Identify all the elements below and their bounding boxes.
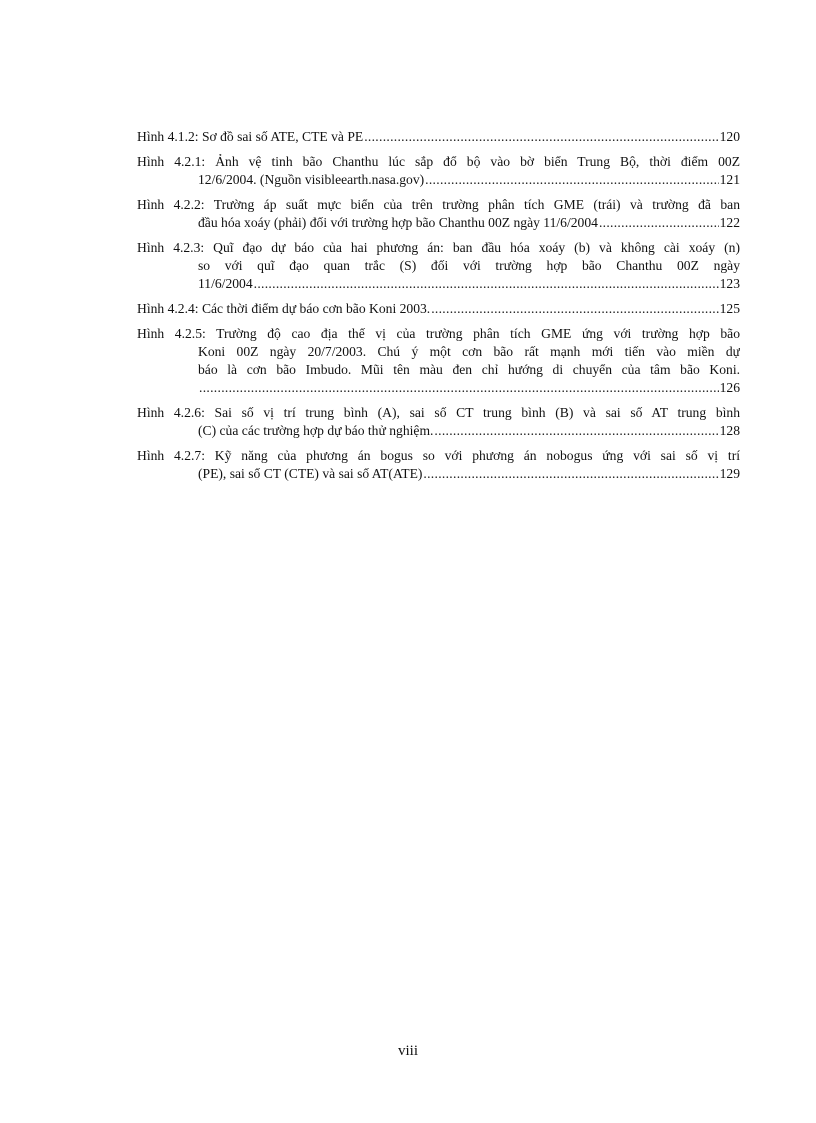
toc-page-number: 128	[719, 423, 740, 438]
toc-entry	[137, 196, 740, 232]
toc-entry-text: (PE), sai số CT (CTE) và sai số AT(ATE)	[198, 466, 423, 481]
toc-entry-text: đầu hóa xoáy (phải) đối với trường hợp bão Chanthu 00Z ngày 11/6/2004	[198, 215, 598, 230]
toc-entry-line: Koni 00Z ngày 20/7/2003. Chú ý một cơn bão rất mạnh mới tiến vào miền dự	[198, 344, 740, 359]
list-of-figures	[137, 128, 740, 490]
toc-entry-last-line	[137, 465, 740, 483]
dot-leader	[434, 422, 718, 440]
dot-leader	[431, 300, 718, 318]
toc-entry	[137, 325, 740, 397]
toc-entry-line: Hình 4.2.5: Trường độ cao địa thế vị của trường phân tích GME ứng với trường hợp bão	[137, 326, 740, 341]
dot-leader	[199, 379, 719, 397]
toc-page-number: 129	[719, 466, 740, 481]
page-number: viii	[397, 1043, 418, 1059]
dot-leader	[599, 214, 719, 232]
dot-leader	[423, 465, 718, 483]
dot-leader	[364, 128, 718, 146]
toc-entry-text: 11/6/2004	[198, 276, 253, 291]
toc-page-number: 122	[719, 215, 740, 230]
toc-entry-line: Hình 4.2.1: Ảnh vệ tinh bão Chanthu lúc sắp đổ bộ vào bờ biển Trung Bộ, thời điểm 00Z	[137, 154, 740, 169]
toc-entry-line: Hình 4.2.6: Sai số vị trí trung bình (A), sai số CT trung bình (B) và sai số AT trung bình	[137, 405, 740, 420]
toc-entry-line: báo là cơn bão Imbudo. Mũi tên màu đen chỉ hướng di chuyển của tâm bão Koni.	[198, 362, 740, 377]
toc-entry-line: Hình 4.2.2: Trường áp suất mực biển của trên trường phân tích GME (trái) và trường đã ban	[137, 197, 740, 212]
toc-entry	[137, 300, 740, 318]
toc-entry	[137, 153, 740, 189]
toc-entry	[137, 447, 740, 483]
toc-entry	[137, 239, 740, 293]
toc-entry-line: Hình 4.2.3: Quĩ đạo dự báo của hai phương án: ban đầu hóa xoáy (b) và không cài xoáy (n)	[137, 240, 740, 255]
toc-entry-last-line	[137, 300, 740, 318]
toc-entry-text: Hình 4.2.4: Các thời điểm dự báo cơn bão Koni 2003.	[137, 301, 431, 316]
toc-page-number: 120	[719, 129, 740, 144]
toc-entry	[137, 128, 740, 146]
toc-entry-last-line	[137, 128, 740, 146]
toc-entry-last-line	[137, 171, 740, 189]
toc-entry-line: Hình 4.2.7: Kỹ năng của phương án bogus so với phương án nobogus ứng với sai số vị trí	[137, 448, 740, 463]
toc-page-number: 123	[719, 276, 740, 291]
toc-entry-last-line	[137, 422, 740, 440]
toc-page-number: 125	[719, 301, 740, 316]
toc-entry-text: Hình 4.1.2: Sơ đồ sai số ATE, CTE và PE	[137, 129, 364, 144]
toc-entry-last-line	[137, 214, 740, 232]
toc-entry-last-line	[137, 379, 740, 397]
dot-leader	[425, 171, 718, 189]
toc-page-number: 121	[719, 172, 740, 187]
toc-entry-text: 12/6/2004. (Nguồn visibleearth.nasa.gov)	[198, 172, 425, 187]
toc-entry-line: so với quĩ đạo quan trắc (S) đối với trường hợp bão Chanthu 00Z ngày	[198, 258, 740, 273]
dot-leader	[254, 275, 719, 293]
toc-entry-text: (C) của các trường hợp dự báo thử nghiệm.	[198, 423, 434, 438]
toc-page-number: 126	[719, 380, 740, 395]
toc-entry-last-line	[137, 275, 740, 293]
toc-entry	[137, 404, 740, 440]
